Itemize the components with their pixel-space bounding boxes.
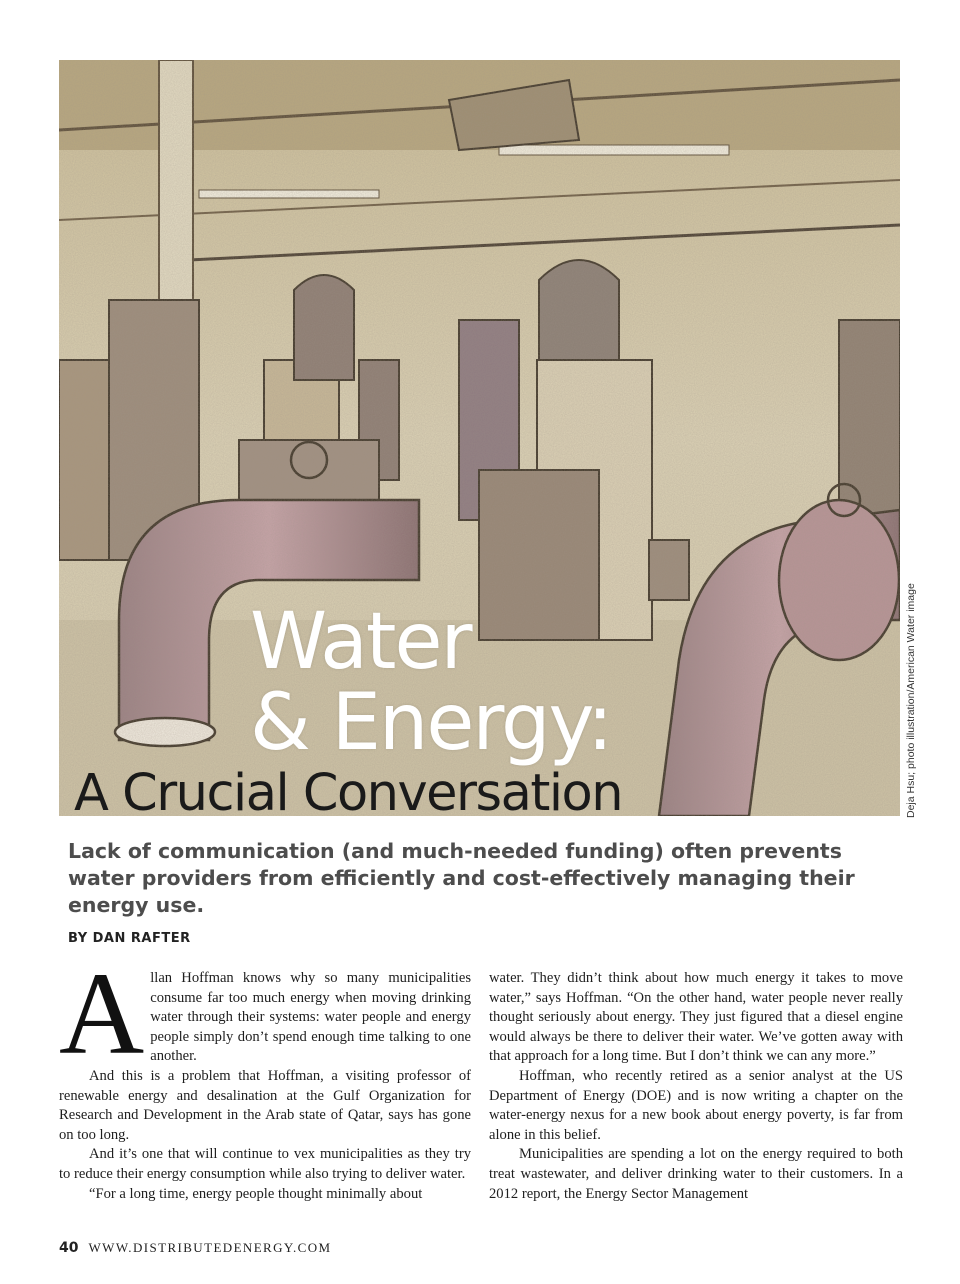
article-column-2 bbox=[489, 969, 903, 1204]
page-number: 40 bbox=[59, 1240, 79, 1256]
headline-line-1: Water bbox=[250, 597, 471, 687]
paragraph-1 bbox=[59, 948, 471, 1079]
paragraph-3: And it’s one that will continue to vex municipalities as they try to reduce their energy consumption while also trying to deliver water. bbox=[59, 1146, 471, 1182]
page-footer bbox=[59, 1240, 331, 1256]
paragraph-5: water. They didn’t think about how much energy it takes to move water,” says Hoffman. “On the other hand, water people never really thought seriously about energy. They just figured that a diesel engine would always be there to deliver their water. We’ve gotten away with that approach for a long time. But I don’t think we can any more.” bbox=[489, 970, 903, 1065]
drop-cap: A bbox=[59, 948, 145, 1079]
footer-site-url[interactable]: WWW.DISTRIBUTEDENERGY.COM bbox=[88, 1240, 332, 1255]
article-deck: Lack of communication (and much-needed funding) often prevents water providers from efficiently and cost-effectively managing their energy use. bbox=[68, 839, 855, 917]
photo-credit: Deja Hsu; photo illustration/American Water image bbox=[905, 583, 917, 818]
headline-line-2: & Energy: bbox=[250, 678, 612, 768]
article-column-1 bbox=[59, 948, 471, 1204]
paragraph-1-text: llan Hoffman knows why so many municipalities consume far too much energy when moving drinking water through their systems: water people and energy people simply don’t spend enough time talking to one another. bbox=[150, 970, 471, 1065]
paragraph-4: “For a long time, energy people thought minimally about bbox=[89, 1185, 423, 1202]
byline: BY DAN RAFTER bbox=[68, 931, 191, 946]
headline-line-3: A Crucial Conversation bbox=[74, 764, 623, 823]
paragraph-6: Hoffman, who recently retired as a senior analyst at the US Department of Energy (DOE) and is now writing a chapter on the water-energy nexus for a new book about energy poverty, is far from alone in this belief. bbox=[489, 1067, 903, 1143]
paragraph-7: Municipalities are spending a lot on the energy required to both treat wastewater, and deliver drinking water to their customers. In a 2012 report, the Energy Sector Management bbox=[489, 1146, 903, 1202]
paragraph-2: And this is a problem that Hoffman, a visiting professor of renewable energy and desalination at the Gulf Organization for Research and Development in the Arab state of Qatar, says has gone on too long. bbox=[59, 1067, 471, 1143]
